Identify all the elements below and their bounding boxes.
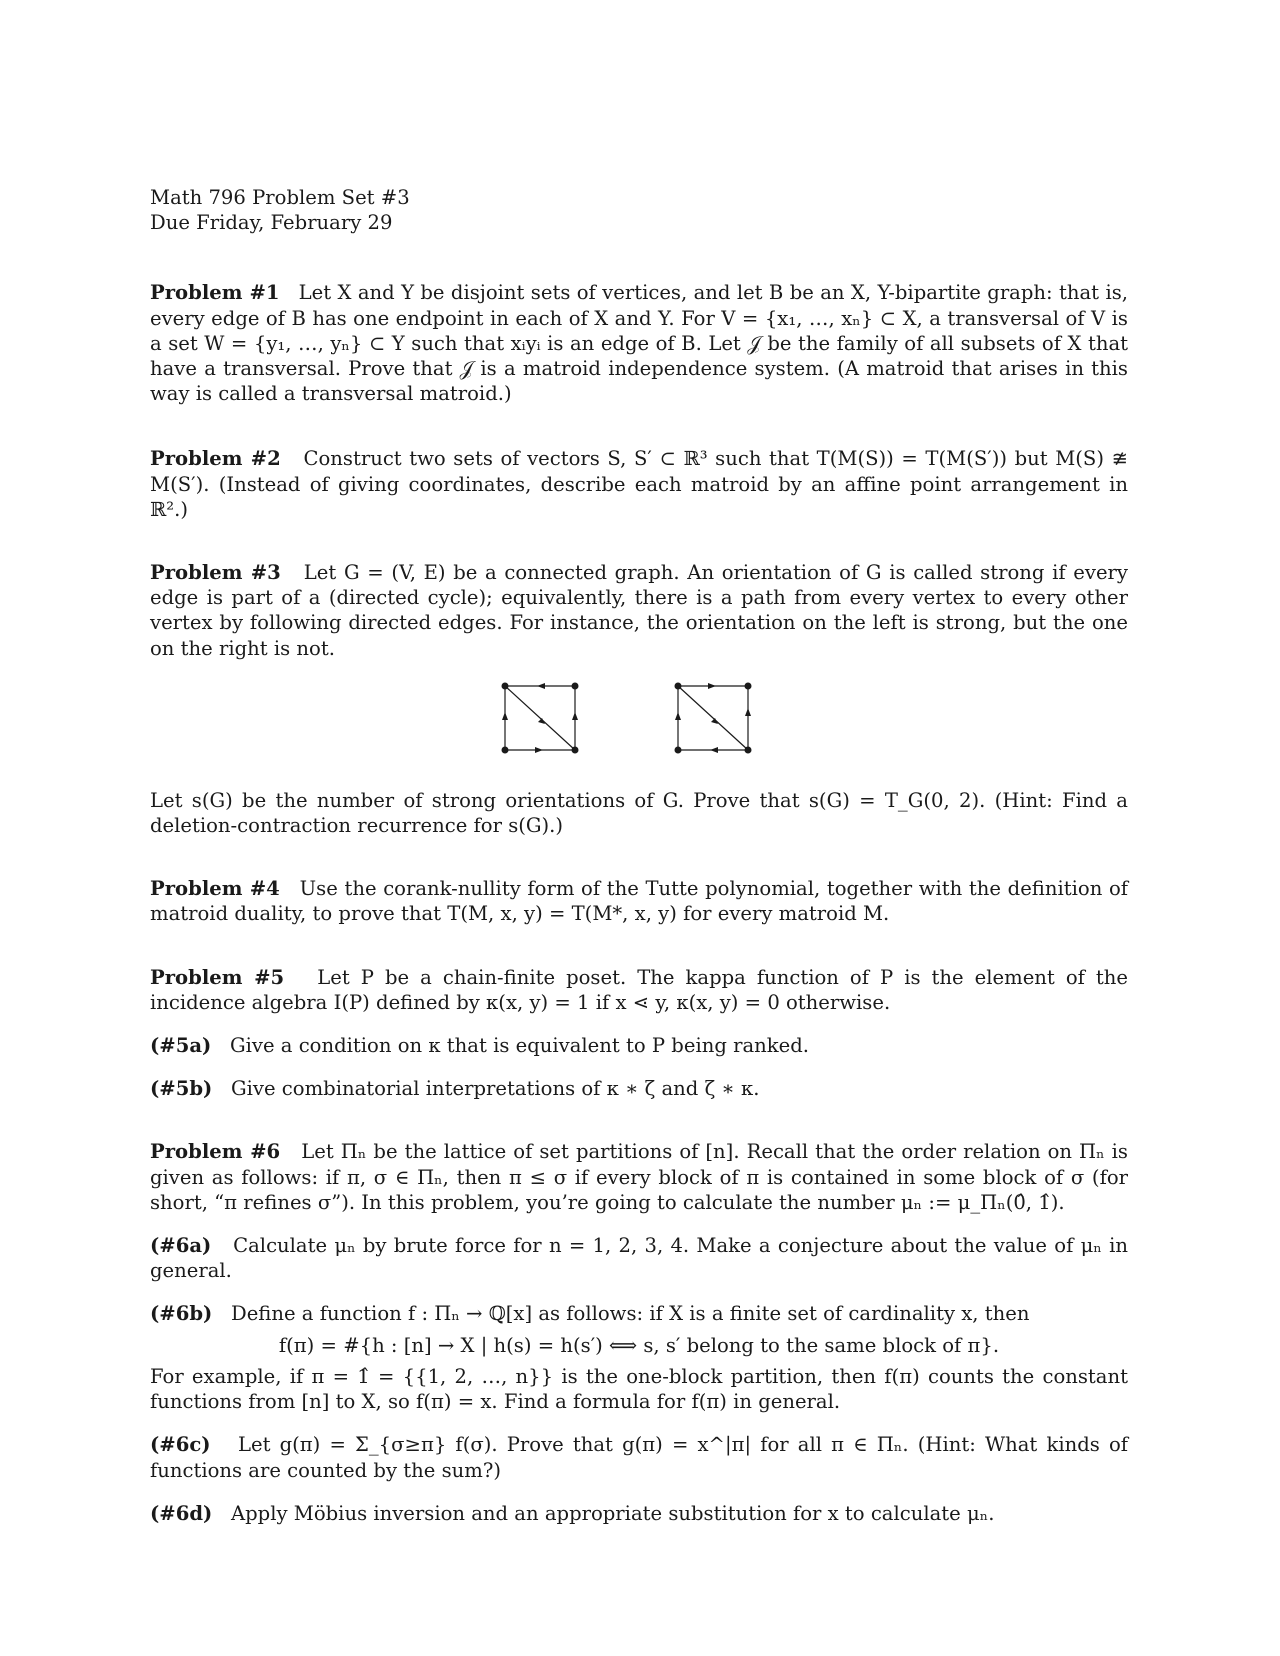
problem-6b-followup: For example, if π = 1̂ = {{1, 2, …, n}} is the one-block partition, then f(π) counts the constant functions from [n] to X, so f(π) = x. Find a formula for f(π) in general.: [150, 1364, 1128, 1414]
orientation-figures: [500, 681, 1128, 755]
document-header: [150, 185, 1128, 235]
problem-5a: [150, 1033, 1128, 1058]
problem-4: [150, 876, 1128, 926]
problem-6a-label: (#6a): [150, 1234, 212, 1258]
problem-set-page: [150, 185, 1128, 1526]
problem-5a-label: (#5a): [150, 1034, 212, 1058]
due-date: Due Friday, February 29: [150, 211, 393, 235]
problem-4-label: Problem #4: [150, 877, 280, 901]
problem-1-label: Problem #1: [150, 281, 280, 305]
problem-6c: [150, 1432, 1128, 1482]
strong-orientation-graph: [500, 681, 580, 755]
problem-6: [150, 1139, 1128, 1215]
problem-6-label: Problem #6: [150, 1140, 281, 1164]
problem-6b: [150, 1301, 1128, 1326]
problem-4-text: Use the corank-nullity form of the Tutte polynomial, together with the definition of matroid duality, to prove that T(M, x, y) = T(M*, x, y) for every matroid M.: [150, 877, 1128, 926]
problem-5b-text: Give combinatorial interpretations of κ ∗ ζ and ζ ∗ κ.: [230, 1077, 760, 1101]
problem-3-followup: Let s(G) be the number of strong orientations of G. Prove that s(G) = T_G(0, 2). (Hint: Find a deletion-contraction recurrence for s(G).): [150, 788, 1128, 838]
problem-6a-text: Calculate μₙ by brute force for n = 1, 2, 3, 4. Make a conjecture about the value of μₙ in general.: [150, 1234, 1128, 1283]
problem-6-text: Let Πₙ be the lattice of set partitions of [n]. Recall that the order relation on Πₙ is given as follows: if π, σ ∈ Πₙ, then π ≤ σ if every block of π is contained in some block of σ (for short, “π refines σ”). In this problem, you’re going to calculate the number μₙ := μ_Πₙ(0̂, 1̂).: [150, 1140, 1128, 1214]
problem-6d: [150, 1501, 1128, 1526]
problem-6c-label: (#6c): [150, 1433, 211, 1457]
problem-5: [150, 965, 1128, 1015]
problem-6b-text: Define a function f : Πₙ → ℚ[x] as follows: if X is a finite set of cardinality x, then: [230, 1302, 1030, 1326]
problem-5a-text: Give a condition on κ that is equivalent to P being ranked.: [229, 1034, 810, 1058]
problem-6d-label: (#6d): [150, 1501, 213, 1525]
problem-2: [150, 446, 1128, 522]
problem-5b: [150, 1076, 1128, 1101]
problem-6d-text: Apply Möbius inversion and an appropriate substitution for x to calculate μₙ.: [230, 1501, 995, 1525]
problem-6c-text: Let g(π) = Σ_{σ≥π} f(σ). Prove that g(π) = x^|π| for all π ∈ Πₙ. (Hint: What kinds of functions are counted by the sum?): [150, 1433, 1128, 1482]
problem-5-text: Let P be a chain-finite poset. The kappa function of P is the element of the incidence algebra I(P) defined by κ(x, y) = 1 if x ⋖ y, κ(x, y) = 0 otherwise.: [150, 965, 1129, 1014]
problem-3: [150, 560, 1128, 661]
problem-5b-label: (#5b): [150, 1077, 213, 1101]
problem-6a: [150, 1233, 1128, 1283]
problem-5-label: Problem #5: [150, 965, 285, 989]
problem-3-label: Problem #3: [150, 561, 281, 585]
problem-3-text: Let G = (V, E) be a connected graph. An orientation of G is called strong if every edge is part of a (directed cycle); equivalently, there is a path from every vertex to every other vertex by following directed edges. For instance, the orientation on the left is strong, but the one on the right is not.: [150, 561, 1128, 660]
problem-6b-label: (#6b): [150, 1302, 213, 1326]
problem-1-text: Let X and Y be disjoint sets of vertices, and let B be an X, Y-bipartite graph: that is, every edge of B has one endpoint in each of X and Y. For V = {x₁, …, xₙ} ⊂ X, a transversal of V is a set W = {y₁, …, yₙ} ⊂ Y such that xᵢyᵢ is an edge of B. Let 𝒥 be the family of all subsets of X that have a transversal. Prove that 𝒥 is a matroid independence system. (A matroid that arises in this way is called a transversal matroid.): [150, 281, 1128, 406]
problem-2-label: Problem #2: [150, 447, 281, 471]
problem-2-text: Construct two sets of vectors S, S′ ⊂ ℝ³ such that T(M(S)) = T(M(S′)) but M(S) ≇ M(S′). (Instead of giving coordinates, describe each matroid by an affine point arrangement in ℝ².): [150, 447, 1128, 521]
problem-6b-display-equation: f(π) = #{h : [n] → X | h(s) = h(s′) ⟺ s, s′ belong to the same block of π}.: [278, 1333, 1000, 1357]
course-title: Math 796 Problem Set #3: [150, 186, 410, 209]
problem-1: [150, 280, 1128, 406]
non-strong-orientation-graph: [673, 681, 753, 755]
